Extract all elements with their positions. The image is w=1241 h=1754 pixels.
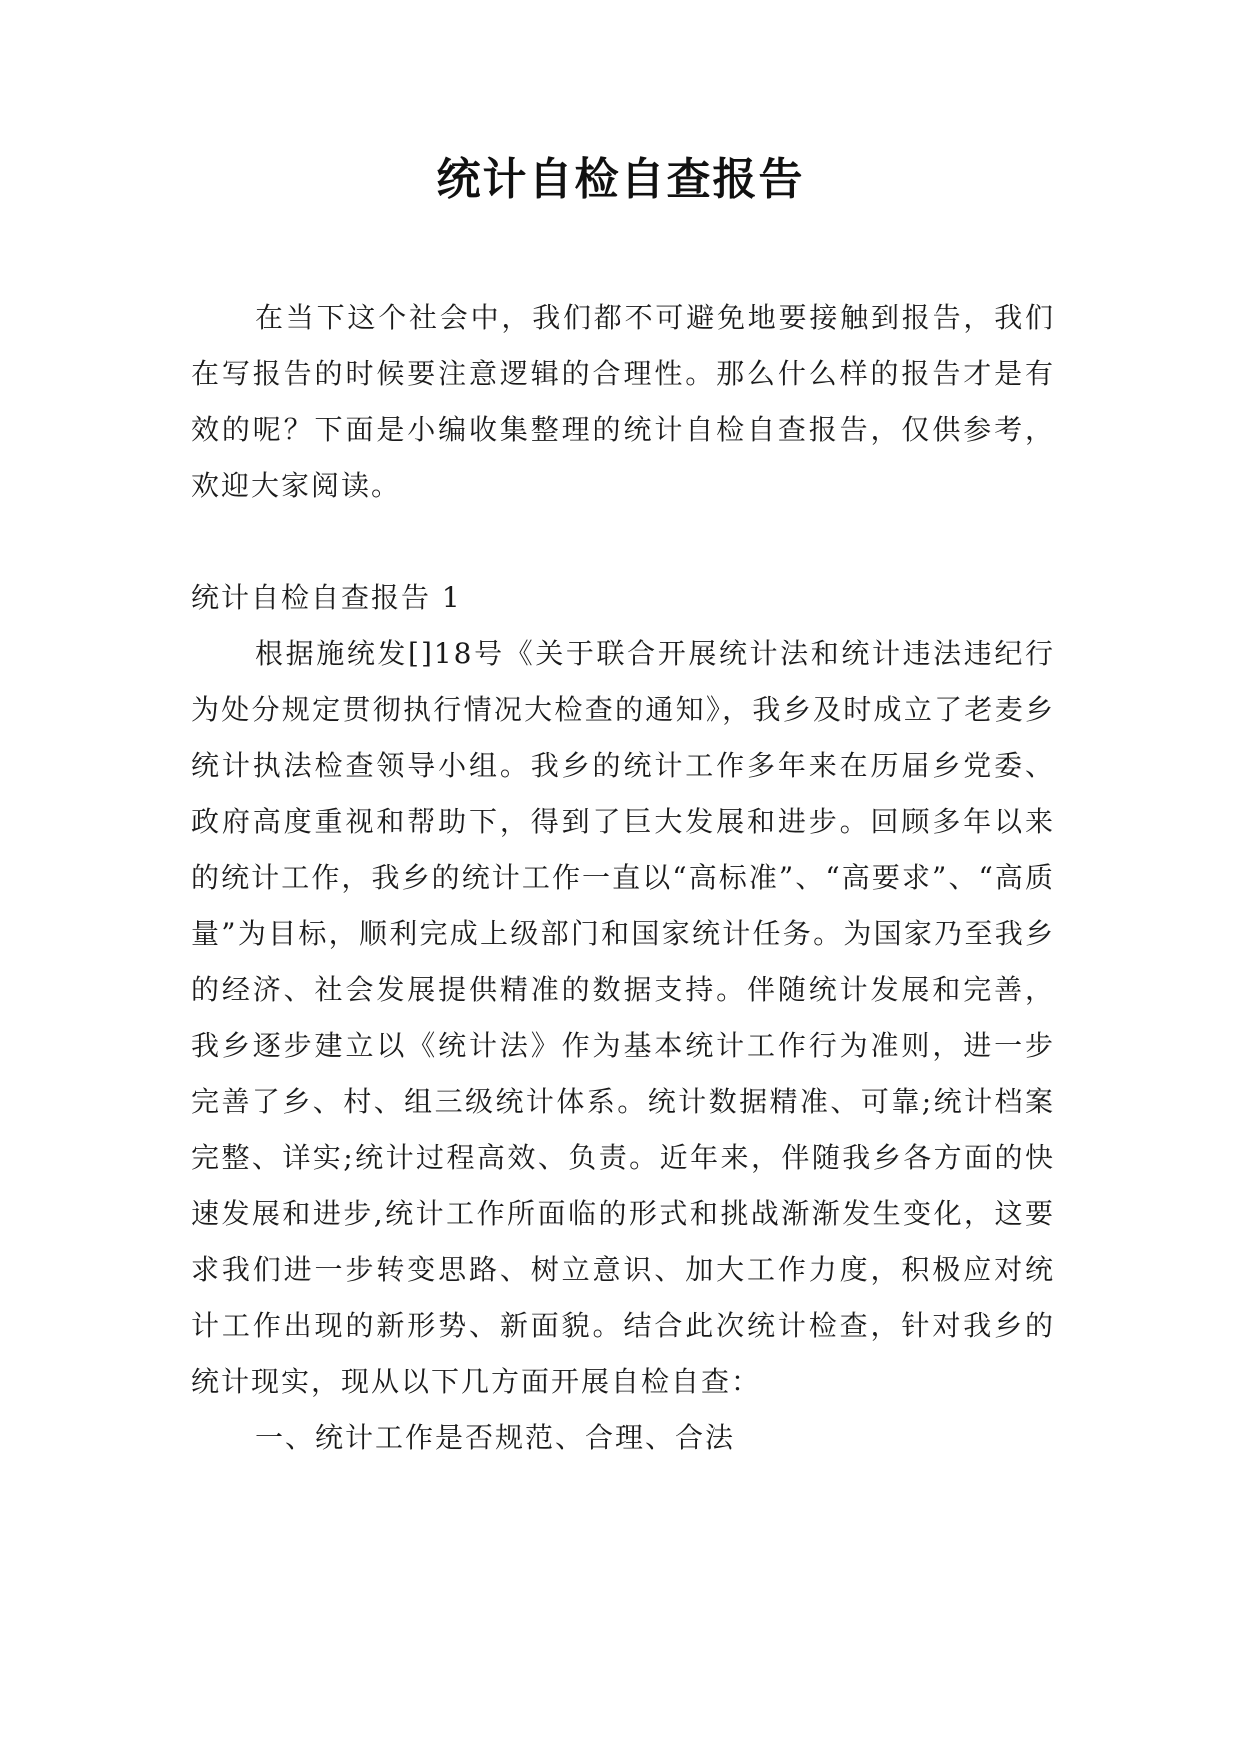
subsection-heading: 一、统计工作是否规范、合理、合法	[255, 1421, 736, 1454]
document-body	[191, 290, 1055, 1466]
intro-paragraph: 在当下这个社会中，我们都不可避免地要接触到报告，我们在写报告的时候要注意逻辑的合理性。那么什么样的报告才是有效的呢？下面是小编收集整理的统计自检自查报告，仅供参考，欢迎大家阅读。	[191, 301, 1055, 502]
section-heading: 统计自检自查报告 1	[191, 581, 462, 614]
document-title: 统计自检自查报告	[436, 154, 805, 205]
body-paragraph: 根据施统发[]18号《关于联合开展统计法和统计违法违纪行为处分规定贯彻执行情况大检查的通知》，我乡及时成立了老麦乡统计执法检查领导小组。我乡的统计工作多年来在历届乡党委、政府高度重视和帮助下，得到了巨大发展和进步。回顾多年以来的统计工作，我乡的统计工作一直以“高标准”、“高要求”、“高质量”为目标，顺利完成上级部门和国家统计任务。为国家乃至我乡的经济、社会发展提供精准的数据支持。伴随统计发展和完善，我乡逐步建立以《统计法》作为基本统计工作行为准则，进一步完善了乡、村、组三级统计体系。统计数据精准、可靠;统计档案完整、详实;统计过程高效、负责。近年来，伴随我乡各方面的快速发展和进步,统计工作所面临的形式和挑战渐渐发生变化，这要求我们进一步转变思路、树立意识、加大工作力度，积极应对统计工作出现的新形势、新面貌。结合此次统计检查，针对我乡的统计现实，现从以下几方面开展自检自查：	[191, 637, 1055, 1398]
